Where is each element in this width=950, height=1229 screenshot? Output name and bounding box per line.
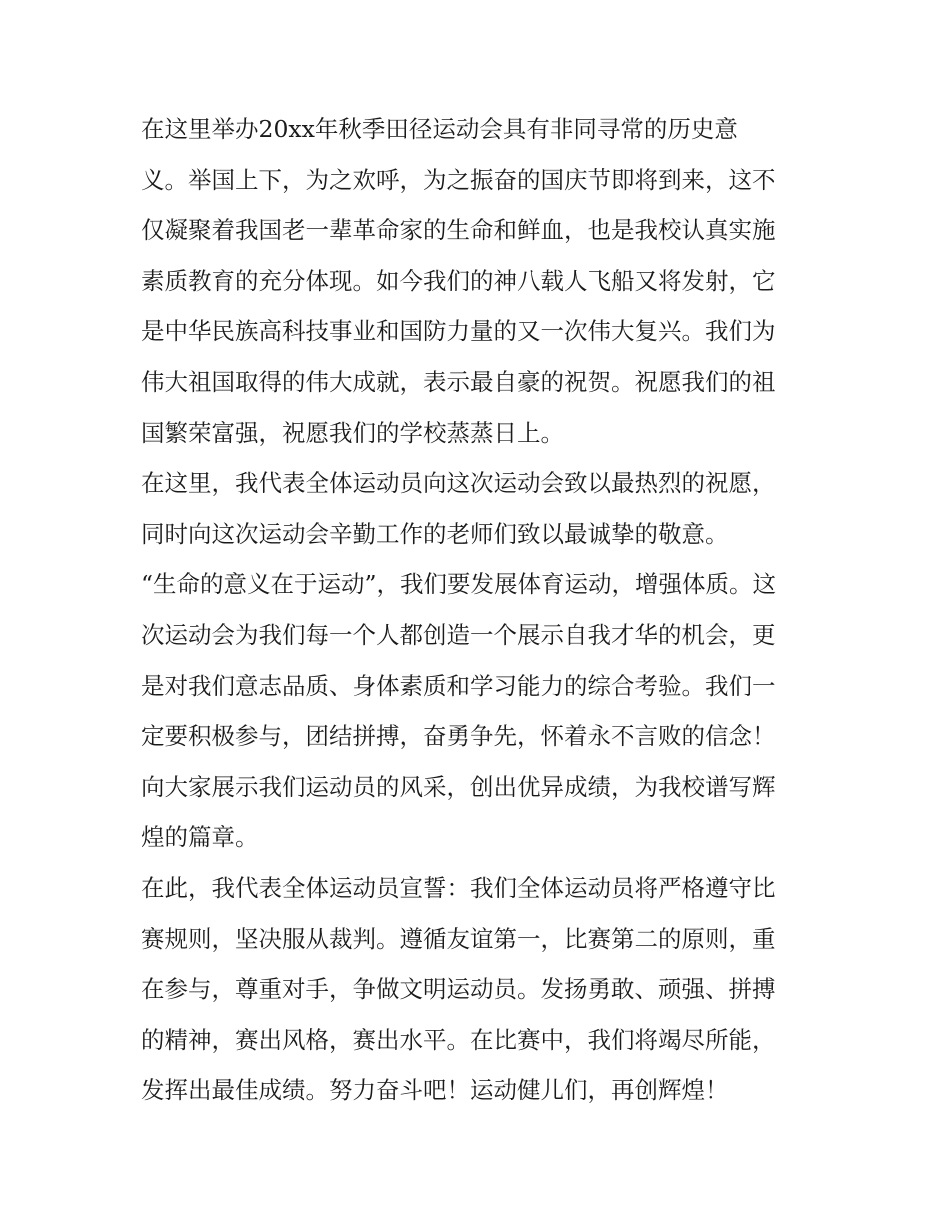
text-line: 同时向这次运动会辛勤工作的老师们致以最诚挚的敬意。	[141, 519, 729, 548]
paragraph	[141, 466, 821, 567]
text-line: 的精神，赛出风格，赛出水平。在比赛中，我们将竭尽所能，	[141, 1025, 776, 1054]
text-line: 仅凝聚着我国老一辈革命家的生命和鲜血，也是我校认真实施	[141, 216, 776, 245]
paragraph	[141, 567, 821, 871]
text-line: 赛规则，坚决服从裁判。遵循友谊第一，比赛第二的原则，重	[141, 924, 776, 953]
paragraph	[141, 112, 821, 466]
paragraph	[141, 871, 821, 1124]
text-line: 素质教育的充分体现。如今我们的神八载人飞船又将发射，它	[141, 266, 776, 295]
text-line: 在这里举办20xx年秋季田径运动会具有非同寻常的历史意	[141, 115, 738, 143]
text-line: 在这里，我代表全体运动员向这次运动会致以最热烈的祝愿，	[141, 469, 776, 498]
text-line: “生命的意义在于运动”，我们要发展体育运动，增强体质。这	[141, 570, 777, 599]
text-line: 是中华民族高科技事业和国防力量的又一次伟大复兴。我们为	[141, 317, 776, 346]
text-line: 定要积极参与，团结拼搏，奋勇争先，怀着永不言败的信念！	[141, 722, 776, 751]
document-body	[141, 112, 821, 1124]
text-line: 发挥出最佳成绩。努力奋斗吧！运动健儿们，再创辉煌！	[141, 1076, 729, 1105]
text-line: 在此，我代表全体运动员宣誓：我们全体运动员将严格遵守比	[141, 873, 776, 902]
text-line: 向大家展示我们运动员的风采，创出优异成绩，为我校谱写辉	[141, 772, 776, 801]
text-line: 煌的篇章。	[141, 823, 259, 852]
text-line: 国繁荣富强，祝愿我们的学校蒸蒸日上。	[141, 418, 564, 447]
text-line: 伟大祖国取得的伟大成就，表示最自豪的祝贺。祝愿我们的祖	[141, 367, 776, 396]
text-line: 是对我们意志品质、身体素质和学习能力的综合考验。我们一	[141, 671, 776, 700]
text-line: 在参与，尊重对手，争做文明运动员。发扬勇敢、顽强、拼搏	[141, 975, 776, 1004]
text-line: 次运动会为我们每一个人都创造一个展示自我才华的机会，更	[141, 620, 776, 649]
text-line: 义。举国上下，为之欢呼，为之振奋的国庆节即将到来，这不	[141, 165, 776, 194]
